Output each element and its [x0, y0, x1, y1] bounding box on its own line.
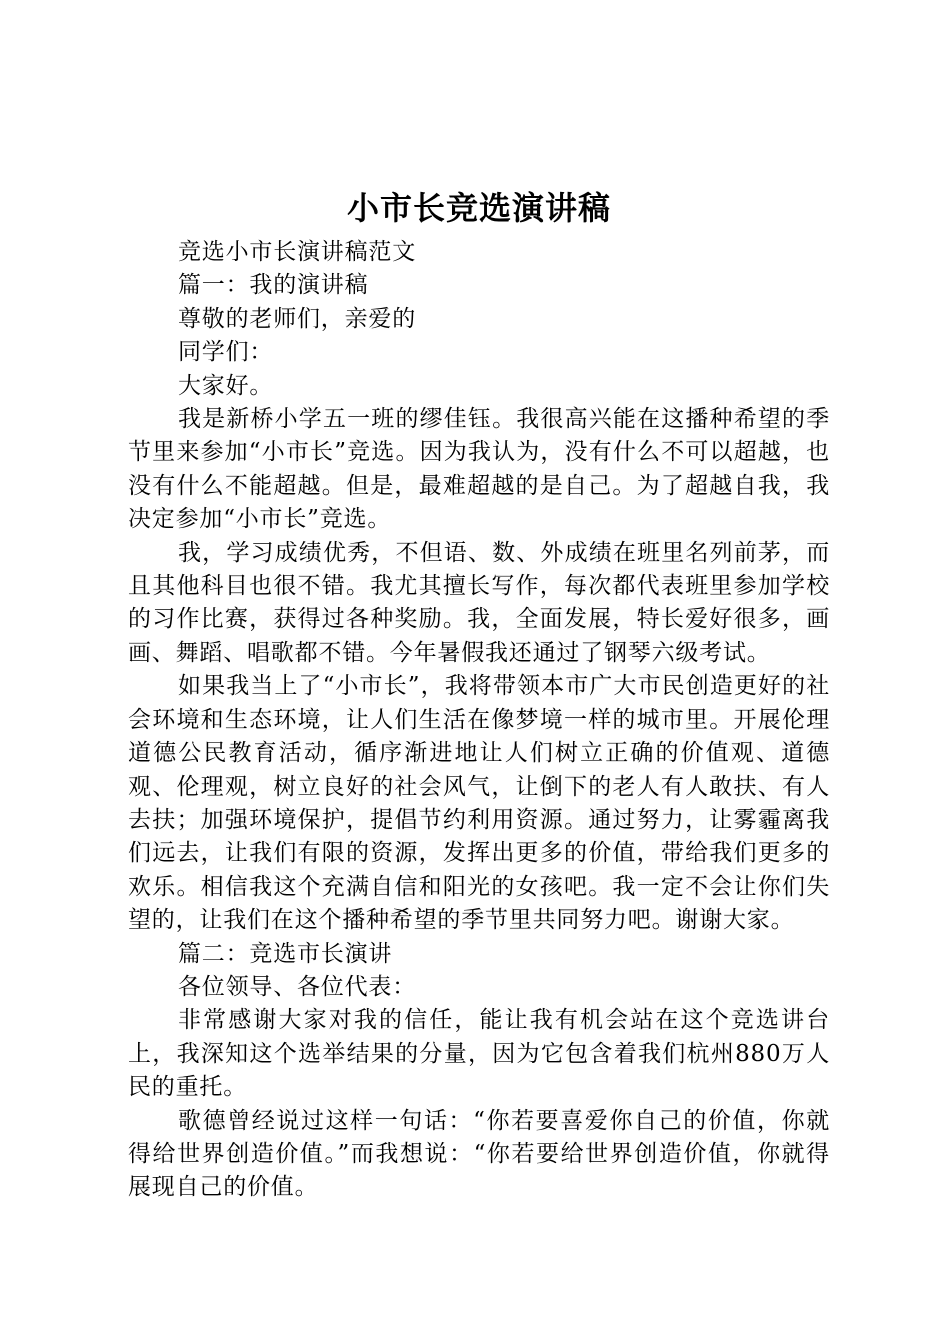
- paragraph-6: 我是新桥小学五一班的缪佳钰。我很高兴能在这播种希望的季节里来参加“小市长”竞选。因为我认为，没有什么不可以超越，也没有什么不能超越。但是，最难超越的是自己。为了超越自我，我决定参加“小市长”竞选。: [128, 406, 830, 533]
- paragraph-12: 歌德曾经说过这样一句话：“你若要喜爱你自己的价值，你就得给世界创造价值。”而我想说：“你若要给世界创造价值，你就得展现自己的价值。: [128, 1107, 830, 1201]
- paragraph-3: 尊敬的老师们，亲爱的: [178, 305, 416, 332]
- document-page: [128, 184, 830, 1205]
- paragraph-4: 同学们：: [178, 339, 274, 366]
- paragraph-11: 非常感谢大家对我的信任，能让我有机会站在这个竞选讲台上，我深知这个选举结果的分量，因为它包含着我们杭州880万人民的重托。: [128, 1007, 830, 1101]
- paragraph-5: 大家好。: [178, 372, 274, 399]
- paragraph-9: 篇二：竞选市长演讲: [178, 940, 393, 967]
- paragraph-7: 我，学习成绩优秀，不但语、数、外成绩在班里名列前茅，而且其他科目也很不错。我尤其擅长写作，每次都代表班里参加学校的习作比赛，获得过各种奖励。我，全面发展，特长爱好很多，画画、舞蹈、唱歌都不错。今年暑假我还通过了钢琴六级考试。: [128, 539, 830, 666]
- paragraph-10: 各位领导、各位代表：: [178, 973, 416, 1000]
- paragraph-2: 篇一：我的演讲稿: [178, 272, 369, 299]
- paragraph-1: 竞选小市长演讲稿范文: [178, 239, 416, 265]
- document-title: 小市长竞选演讲稿: [346, 189, 611, 227]
- paragraph-8: 如果我当上了“小市长”，我将带领本市广大市民创造更好的社会环境和生态环境，让人们生活在像梦境一样的城市里。开展伦理道德公民教育活动，循序渐进地让人们树立正确的价值观、道德观、伦理观，树立良好的社会风气，让倒下的老人有人敢扶、有人去扶；加强环境保护，提倡节约利用资源。通过努力，让雾霾离我们远去，让我们有限的资源，发挥出更多的价值，带给我们更多的欢乐。相信我这个充满自信和阳光的女孩吧。我一定不会让你们失望的，让我们在这个播种希望的季节里共同努力吧。谢谢大家。: [128, 673, 830, 934]
